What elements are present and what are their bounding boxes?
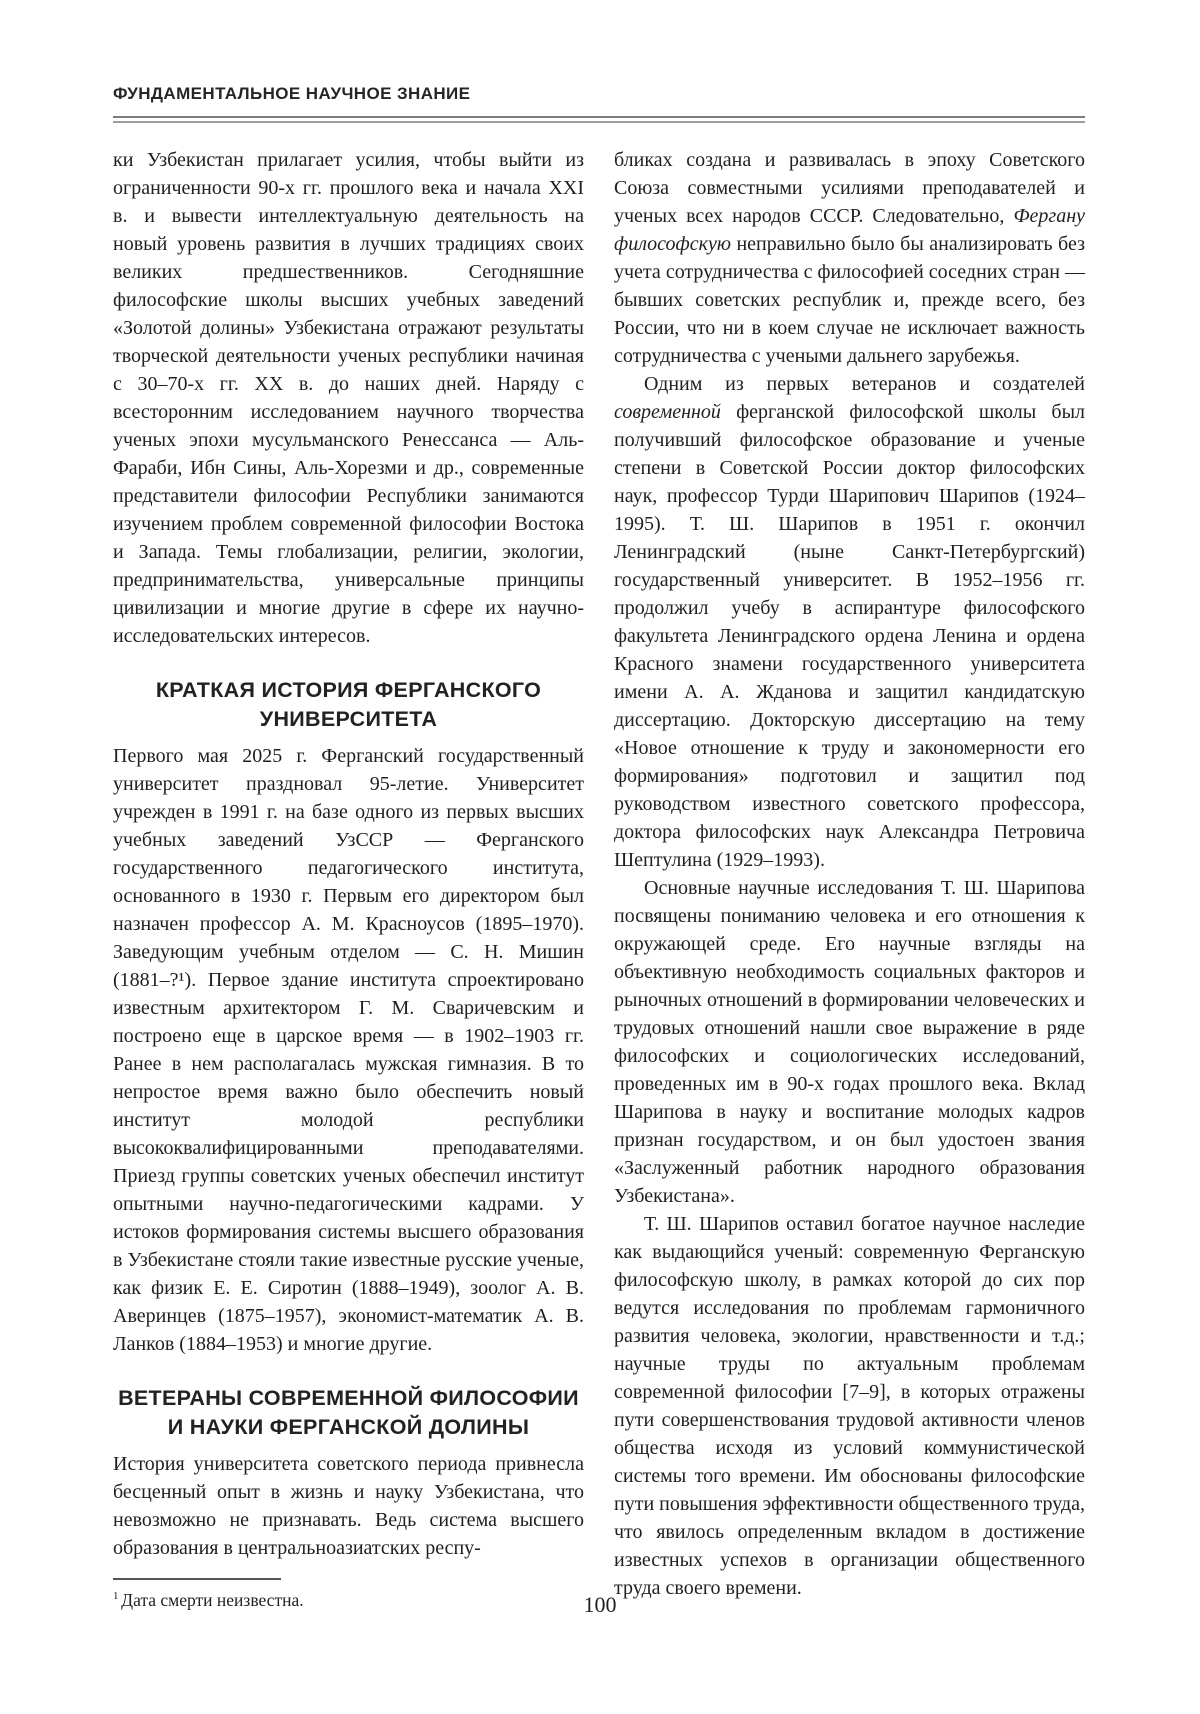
page-number: 100 (583, 1592, 617, 1617)
text-segment: Одним из первых ветеранов и создателей (644, 373, 1085, 395)
two-column-text (113, 146, 1085, 1612)
section-heading: КРАТКАЯ ИСТОРИЯ ФЕРГАНСКОГО УНИВЕРСИТЕТА (155, 678, 542, 731)
text-segment: Фергану философскую (614, 205, 1085, 255)
text-segment: Т. Ш. Шарипов оставил богатое научное наследие как выдающийся ученый: современную Ферганскую философскую школу, в рамках которой до сих пор ведутся исследования по проблемам гармоничного развития человека, экологии, нравственности и т.д.; научные труды по актуальным проблемам современной философии [7–9], в которых отражены пути совершенствования трудовой активности членов общества исходя из условий коммунистической системы того времени. Им обоснованы философские пути повышения эффективности общественного труда, что явилось определенным вкладом в достижение известных успехов в организации общественного труда своего времени. (614, 1213, 1086, 1599)
right-column (614, 146, 1085, 1612)
text-segment: бликах создана и развивалась в эпоху Советского Союза совместными усилиями преподавателей и ученых всех народов СССР. Следовательно, (614, 149, 1085, 227)
text-segment: Первого мая 2025 г. Ферганский государственный университет праздновал 95-летие. Университет учрежден в 1991 г. на базе одного из первых высших учебных заведений УзССР — Ферганского государственного педагогического института, основанного в 1930 г. Первым его директором был назначен профессор А. М. Красноусов (1895–1970). Заведующим учебным отделом — С. Н. Мишин (1881–?¹). Первое здание института спроектировано известным архитектором Г. М. Сваричевским и построено еще в царское время — в 1902–1903 гг. Ранее в нем располагалась мужская гимназия. В то непростое время важно было обеспечить новый институт молодой республики высококвалифицированными преподавателями. Приезд группы советских ученых обеспечил институт опытными научно-педагогическими кадрами. У истоков формирования системы высшего образования в Узбекистане стояли такие известные русские ученые, как физик Е. Е. Сиротин (1888–1949), зоолог А. В. Аверинцев (1875–1957), экономист-математик А. В. Ланков (1884–1953) и многие другие. (113, 745, 584, 1355)
paragraph (614, 1210, 1085, 1602)
paragraph (614, 874, 1085, 1210)
text-segment: ферганской философской школы был получивший философское образование и ученые степени в Советской России доктор философских наук, профессор Турди Шарипович Шарипов (1924–1995). Т. Ш. Шарипов в 1951 г. окончил Ленинградский (ныне Санкт-Петербургский) государственный университет. В 1952–1956 гг. продолжил учебу в аспирантуре философского факультета Ленинградского ордена Ленина и ордена Красного знамени государственного университета имени А. А. Жданова и защитил кандидатскую диссертацию. Докторскую диссертацию на тему «Новое отношение к труду и закономерности его формирования» подготовил и защитил под руководством известного советского профессора, доктора философских наук Александра Петровича Шептулина (1929–1993). (614, 401, 1085, 871)
paragraph (113, 1450, 584, 1562)
footnote-text: $^1$ Дата смерти неизвестна. (113, 1590, 304, 1610)
text-segment: современной (614, 401, 721, 423)
header-rule (113, 116, 1085, 123)
paragraph (113, 146, 584, 650)
paragraph (113, 742, 584, 1358)
running-head: ФУНДАМЕНТАЛЬНОЕ НАУЧНОЕ ЗНАНИЕ (113, 84, 471, 103)
text-segment: неправильно было бы анализировать без учета сотрудничества с философией соседних стран — бывших советских республик и, прежде всего, без России, что ни в коем случае не исключает важность сотрудничества с учеными дальнего зарубежья. (614, 233, 1085, 367)
text-segment: ки Узбекистан прилагает усилия, чтобы выйти из ограниченности 90-х гг. прошлого века и начала XXI в. и вывести интеллектуальную деятельность на новый уровень развития в лучших традициях своих великих предшественников. Сегодняшние философские школы высших учебных заведений «Золотой долины» Узбекистана отражают результаты творческой деятельности ученых республики начиная с 30–70-х гг. XX в. до наших дней. Наряду с всесторонним исследованием научного творчества ученых эпохи мусульманского Ренессанса — Аль-Фараби, Ибн Сины, Аль-Хорезми и др., современные представители философии Республики занимаются изучением проблем современной философии Востока и Запада. Темы глобализации, религии, экологии, предпринимательства, универсальные принципы цивилизации и многие другие в сфере их научно-исследовательских интересов. (113, 149, 584, 647)
section-heading: ВЕТЕРАНЫ СОВРЕМЕННОЙ ФИЛОСОФИИ И НАУКИ ФЕРГАНСКОЙ ДОЛИНЫ (118, 1386, 579, 1439)
paragraph (614, 370, 1085, 874)
left-column (113, 146, 584, 1612)
footnote-rule (113, 1578, 281, 1580)
text-segment: История университета советского периода привнесла бесценный опыт в жизнь и науку Узбекистана, что невозможно не признавать. Ведь система высшего образования в центральноазиатских респу- (113, 1453, 584, 1559)
paragraph (614, 146, 1085, 370)
text-segment: Основные научные исследования Т. Ш. Шарипова посвящены пониманию человека и его отношения к окружающей среде. Его научные взгляды на объективную необходимость социальных факторов и рыночных отношений в формировании человеческих и трудовых отношений нашли свое выражение в ряде философских и социологических исследований, проведенных им в 90-х годах прошлого века. Вклад Шарипова в науку и воспитание молодых кадров признан государством, и он был удостоен звания «Заслуженный работник народного образования Узбекистана». (614, 877, 1085, 1207)
footnote-marker: 1 (113, 1590, 122, 1603)
